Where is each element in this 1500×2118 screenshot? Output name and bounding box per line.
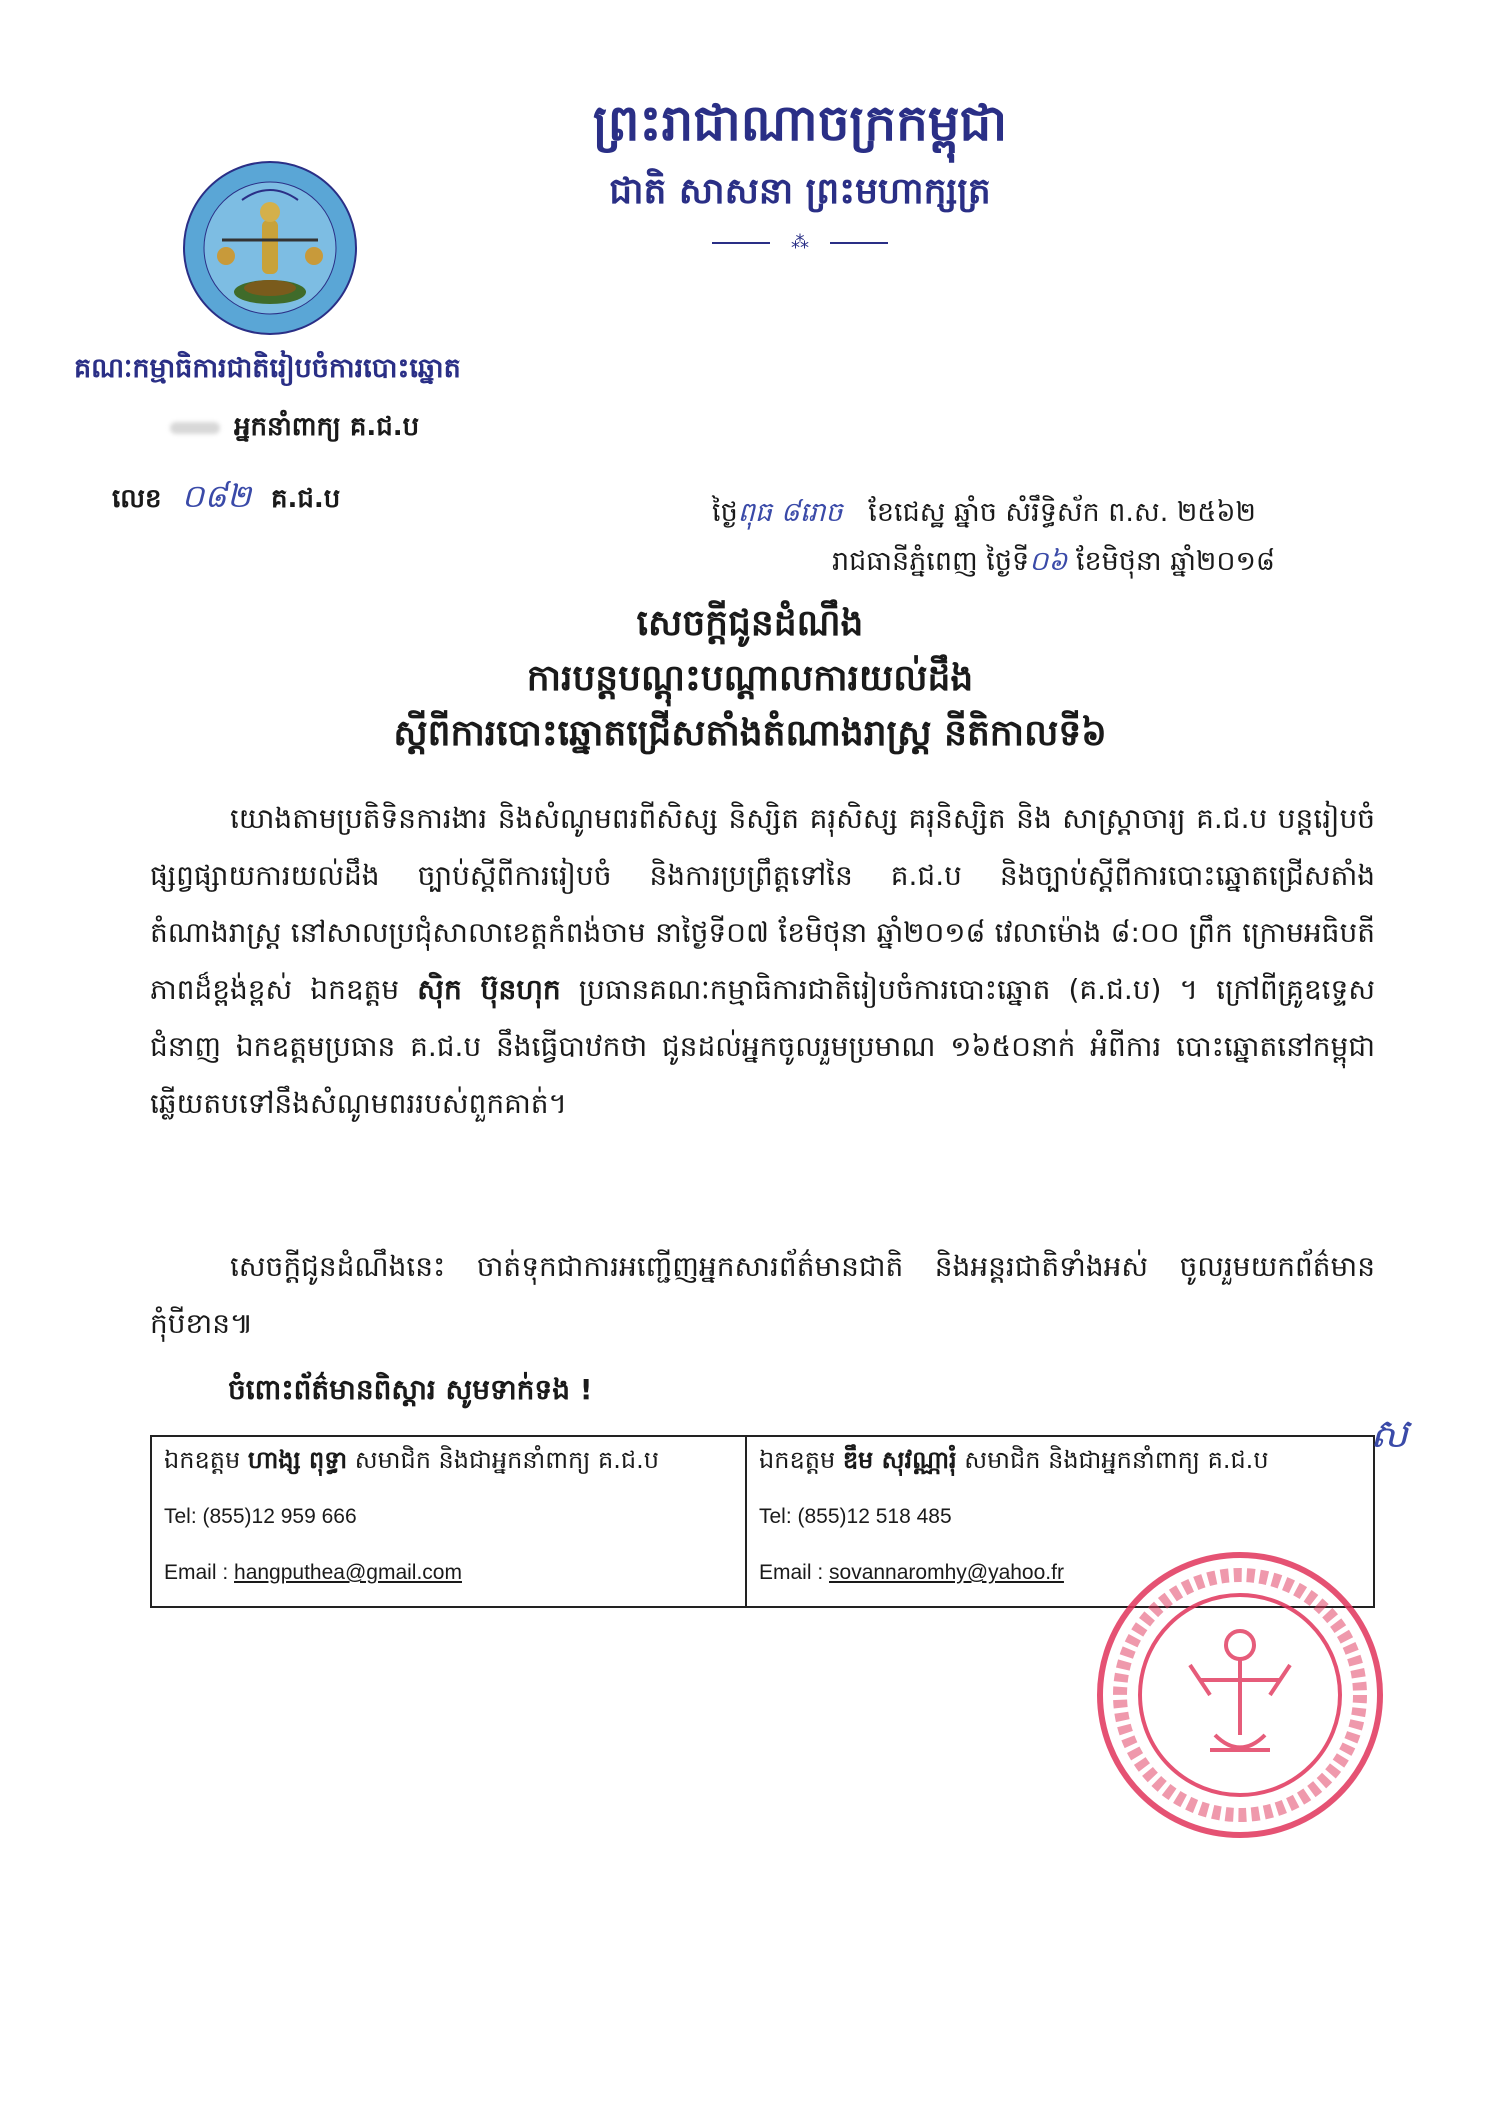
closing-line: ចំពោះព័ត៌មានពិស្តារ សូមទាក់ទង ! [228,1373,593,1406]
header-divider-ornament: ⁂ [791,232,809,253]
contact-1-role: សមាជិក និងជាអ្នកនាំពាក្យ គ.ជ.ប [354,1446,660,1474]
nec-emblem-logo [182,160,358,336]
solar-date-handwritten: ០៦ [1029,546,1068,577]
handwritten-initials: ស [1370,1411,1409,1457]
body-paragraph-1 [150,790,1375,1132]
paragraph-1-part-a: យោងតាមប្រតិទិនការងារ និងសំណូមពរពីសិស្ស និស្សិត គរុសិស្ស គរុនិស្សិត និង សាស្ត្រាចារ្យ គ.ជ.ប បន្តរៀបចំផ្សព្វផ្សាយការយល់ដឹង ច្បាប់ស្តីពីការរៀបចំ និងការប្រព្រឹត្តទៅនៃ គ.ជ.ប និងច្បាប់ស្តីពីការបោះឆ្នោតជ្រើសតាំងតំណាងរាស្ត្រ នៅសាលប្រជុំសាលាខេត្តកំពង់ចាម នាថ្ងៃទី០៧ ខែមិថុនា ឆ្នាំ២០១៨ វេលាម៉ោង ៨:០០ ព្រឹក ក្រោមអធិបតីភាពដ៏ខ្ពង់ខ្ពស់ ឯកឧត្តម [150,802,1375,1006]
contact-1-email-line [164,1561,462,1585]
contact-2-title: ឯកឧត្តម [759,1446,836,1474]
announcement-subtitle: ការបន្តបណ្តុះបណ្តាលការយល់ដឹង [526,658,974,699]
spokesperson-line [170,410,419,448]
solar-date-line [832,545,1392,584]
contact-cell-1 [152,1437,747,1606]
contact-1-tel: Tel: (855)12 959 666 [164,1505,357,1528]
contact-2-tel: Tel: (855)12 518 485 [759,1505,952,1528]
contact-1-email-link[interactable]: hangputhea@gmail.com [234,1561,462,1584]
paragraph-2-text: សេចក្តីជូនដំណឹងនេះ ចាត់ទុកជាការអញ្ជើញអ្នកសារព័ត៌មានជាតិ និងអន្តរជាតិទាំងអស់ ចូលរួមយកព័ត៌មានកុំបីខាន៕ [150,1250,1375,1340]
kingdom-heading: ព្រះរាជាណាចក្រកម្ពុជា [592,94,1008,152]
contact-1-name-line [164,1445,659,1480]
organization-name: គណៈកម្មាធិការជាតិរៀបចំការបោះឆ្នោត [74,353,461,384]
national-motto: ជាតិ សាសនា ព្រះមហាក្សត្រ [609,171,991,212]
header-divider-right [830,242,888,244]
spokesperson-label: អ្នកនាំពាក្យ គ.ជ.ប [234,412,420,442]
contact-1-title: ឯកឧត្តម [164,1446,241,1474]
president-name: ស៊ិក ប៊ុនហុក [417,973,561,1006]
contact-1-name: ហាង្ស ពុទ្ធា [247,1446,348,1474]
document-number [112,476,340,523]
solar-date-rest: ខែមិថុនា ឆ្នាំ២០១៨ [1075,546,1276,577]
body-paragraph-2 [150,1238,1375,1352]
contact-1-email-label: Email : [164,1561,235,1584]
lunar-date-prefix: ថ្ងៃ [712,497,738,528]
announcement-topic: ស្តីពីការបោះឆ្នោតជ្រើសតាំងតំណាងរាស្ត្រ នីតិកាលទី៦ [393,713,1107,754]
contact-2-name: ឌឹម សុវណ្ណារុំ [842,1446,957,1474]
contact-2-name-line [759,1445,1269,1480]
redacted-mark [170,422,220,434]
header-divider-left [712,242,770,244]
lunar-date-line [712,496,1392,535]
solar-date-prefix: រាជធានីភ្នំពេញ ថ្ងៃទី [832,546,1030,577]
contact-2-email-label: Email : [759,1561,830,1584]
number-suffix: គ.ជ.ប [271,484,341,514]
official-seal-stamp [1090,1545,1390,1845]
contact-2-email-line [759,1561,1064,1585]
number-handwritten: ០៨២ [181,477,252,515]
number-label: លេខ [112,484,162,514]
contact-2-role: សមាជិក និងជាអ្នកនាំពាក្យ គ.ជ.ប [964,1446,1269,1474]
contact-2-email-link[interactable]: sovannaromhy@yahoo.fr [829,1561,1064,1584]
announcement-title: សេចក្តីជូនដំណឹង [636,603,864,644]
lunar-date-handwritten: ពុធ ៨រោច [737,497,843,528]
lunar-date-rest: ខែជេស្ឋ ឆ្នាំច សំរឹទ្ធិស័ក ព.ស. ២៥៦២ [868,497,1256,528]
paragraph-1-part-b: ប្រធានគណៈកម្មាធិការជាតិរៀបចំការបោះឆ្នោត (គ.ជ.ប) ។ ក្រៅពីគ្រូឧទ្ទេសជំនាញ ឯកឧត្តមប្រធាន គ.ជ.ប នឹងធ្វើបាឋកថា ជូនដល់អ្នកចូលរួមប្រមាណ ១៦៥០នាក់ អំពីការ បោះឆ្នោតនៅកម្ពុជា ឆ្លើយតបទៅនឹងសំណូមពររបស់ពួកគាត់។ [150,973,1375,1120]
